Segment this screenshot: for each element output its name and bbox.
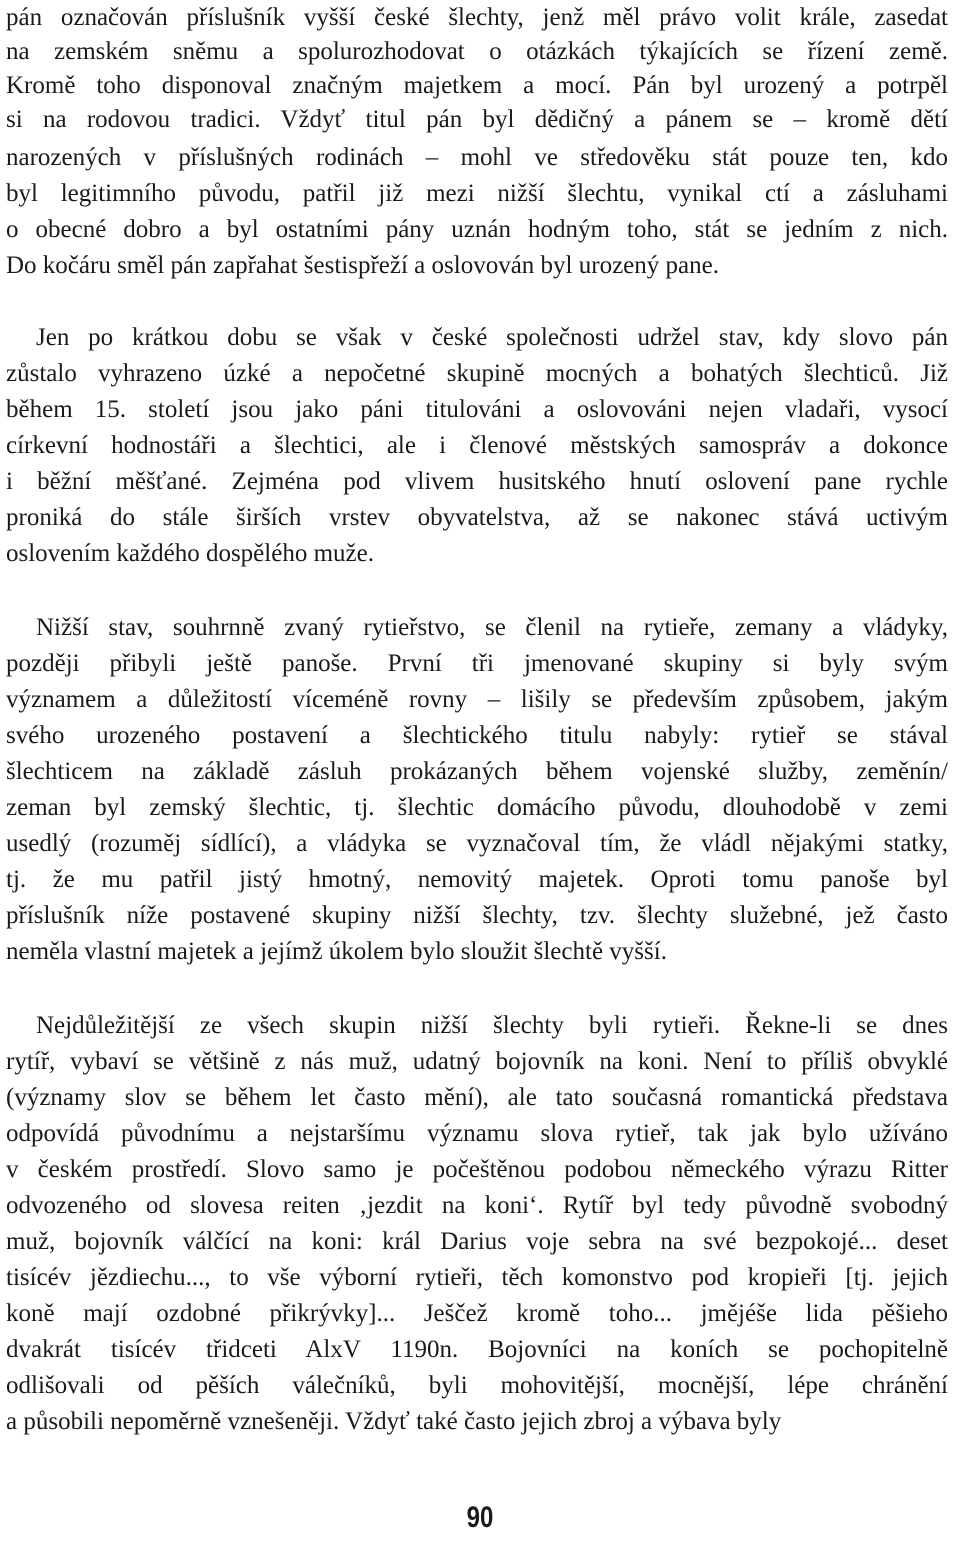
text-line: později přibyli ještě panoše. První tři jmenované skupiny si byly svým (6, 650, 948, 677)
text-line: tisícév jězdiechu..., to vše výborní rytieři, těch komonstvo pod kropieři [tj. jejich (6, 1264, 948, 1291)
text-line: Kromě toho disponoval značným majetkem a mocí. Pán byl urozený a potrpěl (6, 72, 948, 99)
text-line: příslušník níže postavené skupiny nižší šlechty, tzv. šlechty služebné, jež často (6, 902, 948, 929)
text-line: zeman byl zemský šlechtic, tj. šlechtic domácího původu, dlouhodobě v zemi (6, 794, 948, 821)
text-line: odpovídá původnímu a nejstaršímu významu slova rytieř, tak jak bylo užíváno (6, 1120, 948, 1147)
text-line: pán označován příslušník vyšší české šlechty, jenž měl právo volit krále, zasedat (6, 4, 948, 31)
text-line: tj. že mu patřil jistý hmotný, nemovitý majetek. Oproti tomu panoše byl (6, 866, 948, 893)
text-line: během 15. století jsou jako páni titulováni a oslovováni nejen vladaři, vysocí (6, 396, 948, 423)
text-line: církevní hodnostáři a šlechtici, ale i členové městských samospráv a dokonce (6, 432, 948, 459)
text-line: významem a důležitostí víceméně rovny – lišily se především způsobem, jakým (6, 686, 948, 713)
text-line: odvozeného od slovesa reiten ‚jezdit na koni‘. Rytíř byl tedy původně svobodný (6, 1192, 948, 1219)
text-line: v českém prostředí. Slovo samo je počeštěnou podobou německého výrazu Ritter (6, 1156, 948, 1183)
text-line: Nejdůležitější ze všech skupin nižší šlechty byli rytieři. Řekne-li se dnes (36, 1012, 948, 1039)
text-line: Nižší stav, souhrnně zvaný rytieřstvo, se členil na rytieře, zemany a vládyky, (36, 614, 948, 641)
text-line: si na rodovou tradici. Vždyť titul pán byl dědičný a pánem se – kromě dětí (6, 106, 948, 133)
text-line: a působili nepoměrně vznešeněji. Vždyť také často jejich zbroj a výbava byly (6, 1408, 782, 1435)
text-line: na zemském sněmu a spolurozhodovat o otázkách týkajících se řízení země. (6, 38, 948, 65)
text-line: usedlý (rozuměj sídlící), a vládyka se vyznačoval tím, že vládl nějakými statky, (6, 830, 948, 857)
text-line: dvakrát tisícév třidceti AlxV 1190n. Bojovníci na koních se pochopitelně (6, 1336, 948, 1363)
text-line: narozených v příslušných rodinách – mohl ve středověku stát pouze ten, kdo (6, 144, 948, 171)
text-line: šlechticem na základě zásluh prokázaných během vojenské služby, zeměnín/ (6, 758, 948, 785)
text-line: koně mají ozdobné přikrývky]... Ješčež kromě toho... jmějéše lida pěšieho (6, 1300, 948, 1327)
text-line: i běžní měšťané. Zejména pod vlivem husitského hnutí oslovení pane rychle (6, 468, 948, 495)
text-line: Do kočáru směl pán zapřahat šestispřeží a oslovován byl urozený pane. (6, 252, 719, 279)
text-line: neměla vlastní majetek a jejímž úkolem bylo sloužit šlechtě vyšší. (6, 938, 667, 965)
text-line: muž, bojovník válčící na koni: král Darius voje sebra na své bezpokojé... deset (6, 1228, 948, 1255)
text-line: oslovením každého dospělého muže. (6, 540, 374, 567)
text-line: byl legitimního původu, patřil již mezi nižší šlechtu, vynikal ctí a zásluhami (6, 180, 948, 207)
text-line: rytíř, vybaví se většině z nás muž, udatný bojovník na koni. Není to příliš obvyklé (6, 1048, 948, 1075)
text-line: svého urozeného postavení a šlechtického titulu nabyly: rytieř se stával (6, 722, 948, 749)
text-line: (významy slov se během let často mění), ale tato současná romantická představa (6, 1084, 948, 1111)
text-line: zůstalo vyhrazeno úzké a nepočetné skupině mocných a bohatých šlechticů. Již (6, 360, 948, 387)
text-line: proniká do stále širších vrstev obyvatelstva, až se nakonec stává uctivým (6, 504, 948, 531)
text-line: odlišovali od pěších válečníků, byli mohovitější, mocnější, lépe chránění (6, 1372, 948, 1399)
page-number: 90 (466, 1501, 494, 1534)
text-line: o obecné dobro a byl ostatními pány uznán hodným toho, stát se jedním z nich. (6, 216, 948, 243)
text-line: Jen po krátkou dobu se však v české společnosti udržel stav, kdy slovo pán (36, 324, 948, 351)
